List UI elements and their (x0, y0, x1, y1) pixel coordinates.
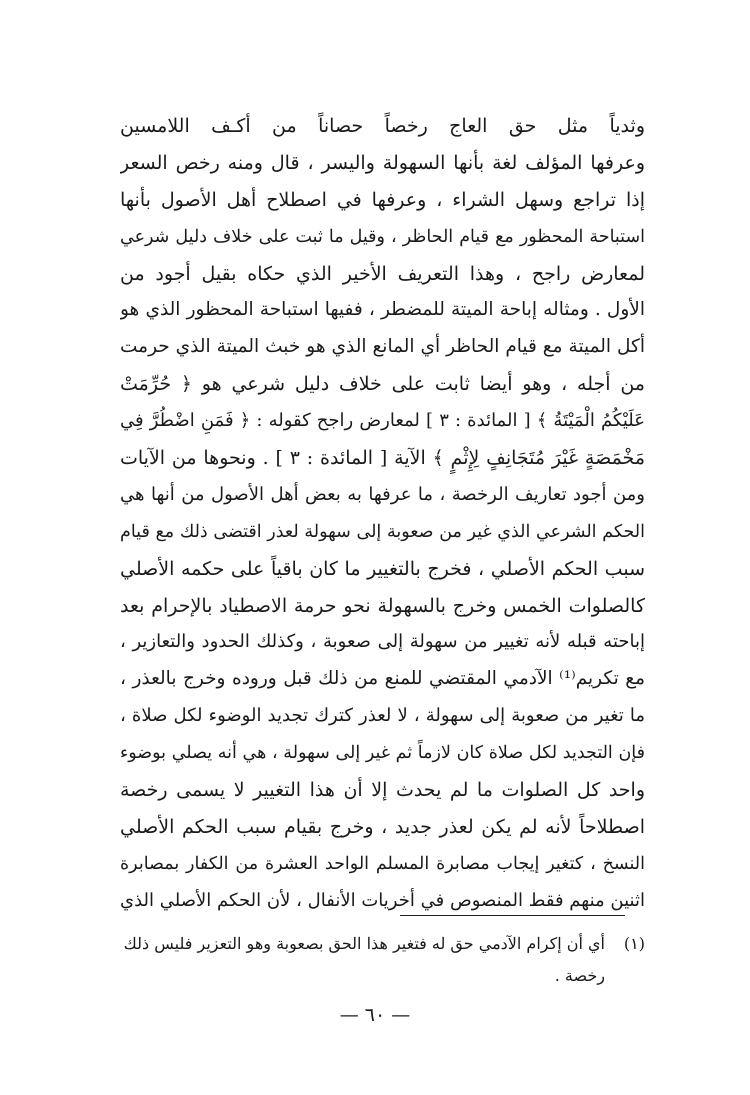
text-line: سبب الحكم الأصلي ، فخرج بالتغيير ما كان باقياً على حكمه الأصلي (120, 557, 645, 580)
footnote-marker: (١) (623, 934, 645, 953)
footnote-line (120, 928, 645, 960)
text-line: النسخ ، كتغير إيجاب مصابرة المسلم الواحد العشرة من الكفار بمصابرة (120, 853, 645, 874)
text-line: اثنين منهم فقط المنصوص في أخريات الأنفال ، لأن الحكم الأصلي الذي (120, 889, 645, 911)
footnote-divider (400, 915, 625, 916)
text-line: لمعارض راجح ، وهذا التعريف الأخير الذي حكاه بقيل أجود من (120, 262, 645, 285)
text-line: من أجله ، وهو أيضا ثابت على خلاف دليل شرعي هو ﴿ حُرِّمَتْ (120, 373, 645, 396)
text-line: أكل الميتة مع قيام الحاظر أي المانع الذي هو خبث الميتة الذي حرمت (120, 336, 645, 358)
text-line: واحد كل الصلوات ما لم يحدث إلا أن هذا التغيير لا يسمى رخصة (120, 779, 645, 802)
text-line: مع تكريم⁽¹⁾ الآدمي المقتضي للمنع من ذلك قبل وروده وخرج بالعذر ، (120, 668, 645, 690)
quran-verse-line: عَلَيْكُمُ الْمَيْتَةُ ﴾ [ المائدة : ٣ ] لمعارض راجح كقوله : ﴿ فَمَنِ اضْطُرَّ فِي (120, 410, 645, 432)
footnote-line (120, 960, 645, 992)
text-line: الحكم الشرعي الذي غير من صعوبة إلى سهولة لعذر اقتضى ذلك مع قيام (120, 521, 645, 542)
text-line: وعرفها المؤلف لغة بأنها السهولة واليسر ، قال ومنه رخص السعر (120, 151, 645, 174)
text-line: وثدياً مثل حق العاج رخصاً حصاناً من أكـف اللامسين (120, 115, 645, 137)
quran-verse-line: مَخْمَصَةٍ غَيْرَ مُتَجَانِفٍ لِإِثْمٍ ﴾ الآية [ المائدة : ٣ ] . ونحوها من الآيات (120, 447, 645, 470)
text-line: فإن التجديد لكل صلاة كان لازماً ثم غير إلى سهولة ، هي أنه يصلي بوضوء (120, 743, 645, 764)
text-line: إذا تراجع وسهل الشراء ، وعرفها في اصطلاح أهل الأصول بأنها (120, 188, 645, 211)
footnote-text: أي أن إكرام الآدمي حق له فتغير هذا الحق بصعوبة وهو التعزير فليس ذلك (123, 934, 605, 953)
main-text (120, 108, 645, 920)
footnote (120, 928, 645, 992)
page-number: — ٦٠ — (339, 1004, 411, 1026)
text-line: كالصلوات الخمس وخرج بالسهولة نحو حرمة الاصطياد بالإحرام بعد (120, 594, 645, 617)
text-line: الأول . ومثاله إباحة الميتة للمضطر ، ففيها استباحة المحظور الذي هو (120, 299, 645, 321)
footnote-text: رخصة . (554, 966, 605, 985)
text-line: استباحة المحظور مع قيام الحاظر ، وقيل ما ثبت على خلاف دليل شرعي (120, 226, 645, 247)
text-line: اصطلاحاً لأنه لم يكن لعذر جديد ، وخرج بقيام سبب الحكم الأصلي (120, 815, 645, 838)
text-line: ما تغير من صعوبة إلى سهولة ، لا لعذر كترك تجديد الوضوء لكل صلاة ، (120, 705, 645, 727)
text-line: ومن أجود تعاريف الرخصة ، ما عرفها به بعض أهل الأصول من أنها هي (120, 483, 645, 505)
text-line: إباحته قبله لأنه تغيير من سهولة إلى صعوبة ، وكذلك الحدود والتعازير ، (120, 631, 645, 653)
